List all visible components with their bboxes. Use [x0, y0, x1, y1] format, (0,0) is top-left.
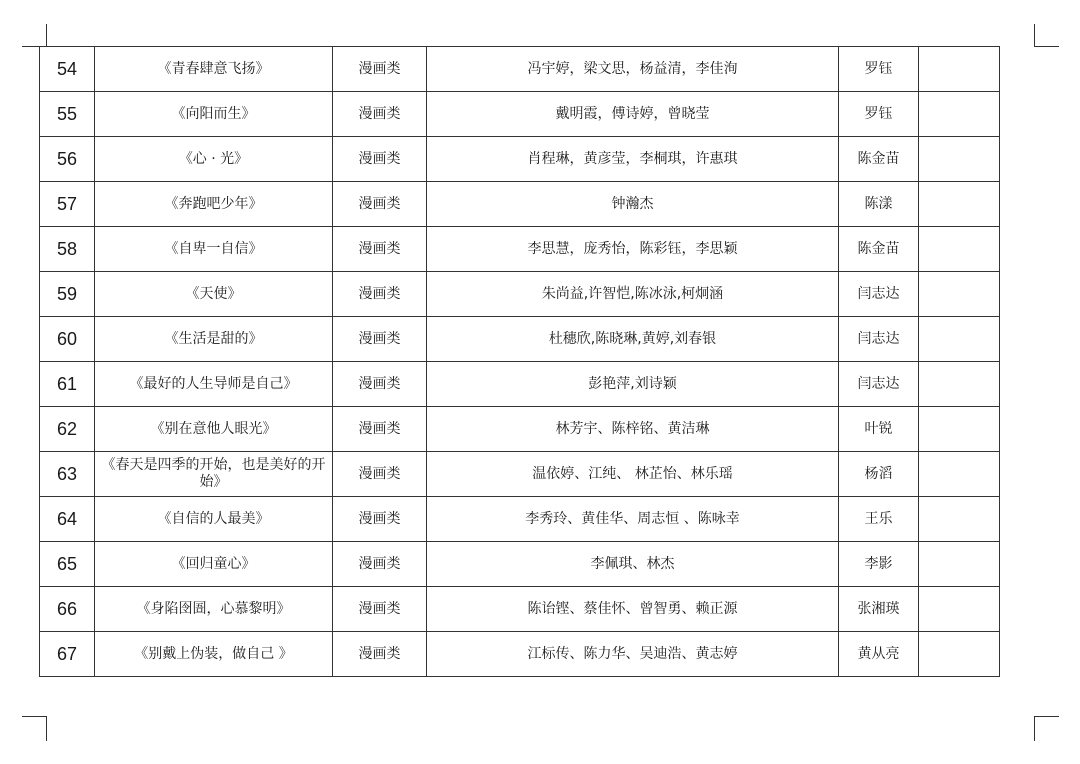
- entry-authors: 朱尚益,许智恺,陈冰泳,柯炯涵: [427, 272, 839, 317]
- table-row: [40, 632, 1000, 677]
- entry-title: 《别在意他人眼光》: [95, 407, 333, 452]
- entry-category: 漫画类: [333, 497, 427, 542]
- entry-number: 59: [40, 272, 95, 317]
- table-row: [40, 362, 1000, 407]
- entry-title: 《春天是四季的开始，也是美好的开始》: [95, 452, 333, 497]
- entry-number: 58: [40, 227, 95, 272]
- entry-note: [919, 497, 1000, 542]
- entry-advisor: 陈金苗: [839, 137, 919, 182]
- entry-authors: 冯宇婷，梁文思，杨益清，李佳洵: [427, 47, 839, 92]
- entry-title: 《心 · 光》: [95, 137, 333, 182]
- entry-number: 54: [40, 47, 95, 92]
- entry-title: 《向阳而生》: [95, 92, 333, 137]
- entry-note: [919, 407, 1000, 452]
- entry-title: 《回归童心》: [95, 542, 333, 587]
- table-row: [40, 542, 1000, 587]
- table-row: [40, 227, 1000, 272]
- entry-title: 《自卑一自信》: [95, 227, 333, 272]
- entry-note: [919, 92, 1000, 137]
- entry-note: [919, 182, 1000, 227]
- entry-category: 漫画类: [333, 542, 427, 587]
- entry-advisor: 罗钰: [839, 92, 919, 137]
- entry-title: 《别戴上伪装，做自己 》: [95, 632, 333, 677]
- entry-category: 漫画类: [333, 182, 427, 227]
- entry-category: 漫画类: [333, 632, 427, 677]
- table-row: [40, 317, 1000, 362]
- crop-mark-bottom-left: [22, 716, 47, 741]
- entry-advisor: 李影: [839, 542, 919, 587]
- entry-authors: 戴明霞，傅诗婷，曾晓莹: [427, 92, 839, 137]
- entry-number: 66: [40, 587, 95, 632]
- entry-advisor: 闫志达: [839, 272, 919, 317]
- entry-note: [919, 137, 1000, 182]
- entry-number: 62: [40, 407, 95, 452]
- entry-title: 《自信的人最美》: [95, 497, 333, 542]
- entry-advisor: 罗钰: [839, 47, 919, 92]
- entry-advisor: 黄从亮: [839, 632, 919, 677]
- entry-title: 《天使》: [95, 272, 333, 317]
- table-row: [40, 587, 1000, 632]
- entries-table-body: [40, 47, 1000, 677]
- entry-number: 60: [40, 317, 95, 362]
- entry-note: [919, 452, 1000, 497]
- entry-note: [919, 632, 1000, 677]
- crop-mark-bottom-right: [1034, 716, 1059, 741]
- entry-title: 《生活是甜的》: [95, 317, 333, 362]
- entry-category: 漫画类: [333, 47, 427, 92]
- table-row: [40, 137, 1000, 182]
- entry-authors: 李秀玲、黄佳华、周志恒 、陈咏幸: [427, 497, 839, 542]
- entry-number: 55: [40, 92, 95, 137]
- table-row: [40, 497, 1000, 542]
- entry-number: 56: [40, 137, 95, 182]
- table-row: [40, 452, 1000, 497]
- entry-authors: 杜穗欣,陈晓琳,黄婷,刘春银: [427, 317, 839, 362]
- entry-authors: 肖程琳，黄彦莹，李桐琪，许惠琪: [427, 137, 839, 182]
- entry-advisor: 陈金苗: [839, 227, 919, 272]
- table-row: [40, 182, 1000, 227]
- entry-note: [919, 362, 1000, 407]
- entry-note: [919, 587, 1000, 632]
- entry-advisor: 王乐: [839, 497, 919, 542]
- entry-category: 漫画类: [333, 587, 427, 632]
- entry-category: 漫画类: [333, 272, 427, 317]
- entry-title: 《奔跑吧少年》: [95, 182, 333, 227]
- table-row: [40, 47, 1000, 92]
- entry-number: 63: [40, 452, 95, 497]
- entry-authors: 钟瀚杰: [427, 182, 839, 227]
- entry-authors: 陈诒铿、蔡佳怀、曾智勇、赖正源: [427, 587, 839, 632]
- crop-mark-top-left: [22, 24, 47, 47]
- entry-note: [919, 227, 1000, 272]
- entries-table: [39, 46, 1000, 677]
- entry-authors: 彭艳萍,刘诗颖: [427, 362, 839, 407]
- entry-authors: 李思慧，庞秀怡，陈彩钰，李思颖: [427, 227, 839, 272]
- crop-mark-top-right: [1034, 24, 1059, 47]
- entry-note: [919, 317, 1000, 362]
- entry-authors: 江标传、陈力华、吴迪浩、黄志婷: [427, 632, 839, 677]
- table-row: [40, 272, 1000, 317]
- entry-title: 《最好的人生导师是自己》: [95, 362, 333, 407]
- entry-advisor: 闫志达: [839, 362, 919, 407]
- entry-number: 61: [40, 362, 95, 407]
- entry-authors: 李佩琪、林杰: [427, 542, 839, 587]
- entry-category: 漫画类: [333, 407, 427, 452]
- entry-number: 67: [40, 632, 95, 677]
- entry-authors: 温依婷、江纯、 林芷怡、林乐瑶: [427, 452, 839, 497]
- entry-title: 《青春肆意飞扬》: [95, 47, 333, 92]
- entry-advisor: 张湘瑛: [839, 587, 919, 632]
- entry-category: 漫画类: [333, 362, 427, 407]
- entry-category: 漫画类: [333, 137, 427, 182]
- entry-category: 漫画类: [333, 227, 427, 272]
- entry-authors: 林芳宇、陈梓铭、黄洁琳: [427, 407, 839, 452]
- entry-number: 57: [40, 182, 95, 227]
- entry-number: 64: [40, 497, 95, 542]
- entry-title: 《身陷囹圄，心慕黎明》: [95, 587, 333, 632]
- entry-category: 漫画类: [333, 92, 427, 137]
- entry-advisor: 闫志达: [839, 317, 919, 362]
- entry-category: 漫画类: [333, 452, 427, 497]
- entry-advisor: 杨滔: [839, 452, 919, 497]
- entry-note: [919, 47, 1000, 92]
- entry-category: 漫画类: [333, 317, 427, 362]
- entry-number: 65: [40, 542, 95, 587]
- entry-advisor: 陈漾: [839, 182, 919, 227]
- table-row: [40, 92, 1000, 137]
- entry-advisor: 叶锐: [839, 407, 919, 452]
- entry-note: [919, 542, 1000, 587]
- table-row: [40, 407, 1000, 452]
- entry-note: [919, 272, 1000, 317]
